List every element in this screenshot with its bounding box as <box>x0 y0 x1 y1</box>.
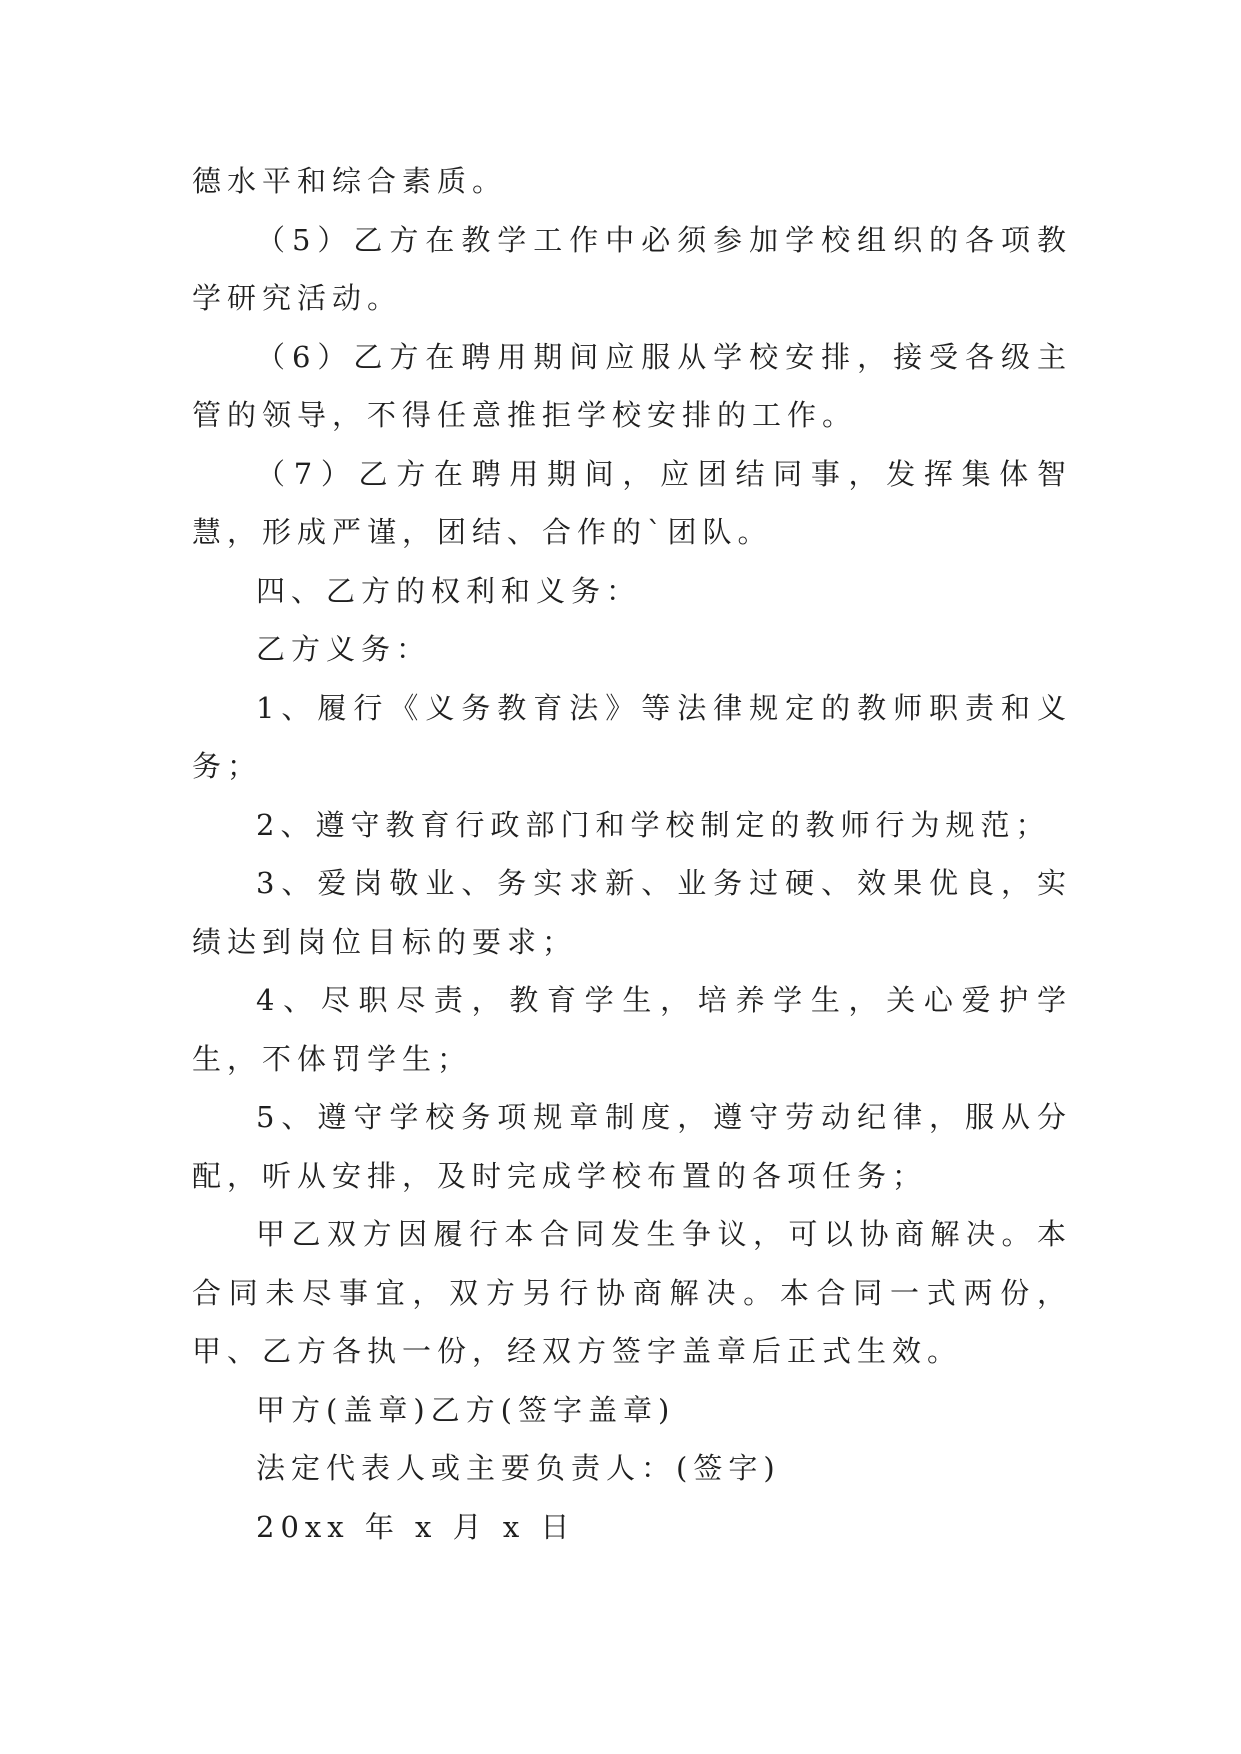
duty-item-5: 5、遵守学校务项规章制度，遵守劳动纪律，服从分配，听从安排，及时完成学校布置的各项任务； <box>192 1100 1072 1193</box>
signature-parties-line: 甲方(盖章)乙方(签字盖章) <box>256 1392 676 1427</box>
duty-item-2: 2、遵守教育行政部门和学校制定的教师行为规范； <box>256 807 1051 842</box>
duty-item-1: 1、履行《义务教育法》等法律规定的教师职责和义务； <box>192 690 1072 783</box>
paragraph-clause-6: （6）乙方在聘用期间应服从学校安排，接受各级主管的领导，不得任意推拒学校安排的工作。 <box>192 339 1072 432</box>
paragraph-continuation: 德水平和综合素质。 <box>192 164 508 198</box>
subheading-duties: 乙方义务： <box>256 632 432 666</box>
duty-item-3: 3、爱岗敬业、务实求新、业务过硬、效果优良，实绩达到岗位目标的要求； <box>192 866 1072 959</box>
date-line: 20xx 年 x 月 x 日 <box>256 1509 576 1544</box>
paragraph-clause-5: （5）乙方在教学工作中必须参加学校组织的各项教学研究活动。 <box>192 222 1072 315</box>
signature-representative-line: 法定代表人或主要负责人：(签字) <box>256 1451 781 1485</box>
paragraph-dispute-resolution: 甲乙双方因履行本合同发生争议，可以协商解决。本合同未尽事宜，双方另行协商解决。本合同一式两份，甲、乙方各执一份，经双方签字盖章后正式生效。 <box>192 1217 1072 1368</box>
duty-item-4: 4、尽职尽责，教育学生，培养学生，关心爱护学生，不体罚学生； <box>192 983 1072 1076</box>
paragraph-clause-7: （7）乙方在聘用期间，应团结同事，发挥集体智慧，形成严谨，团结、合作的`团队。 <box>192 456 1072 549</box>
document-body <box>192 152 1072 1556</box>
section-heading-rights-duties: 四、乙方的权利和义务： <box>256 573 642 608</box>
